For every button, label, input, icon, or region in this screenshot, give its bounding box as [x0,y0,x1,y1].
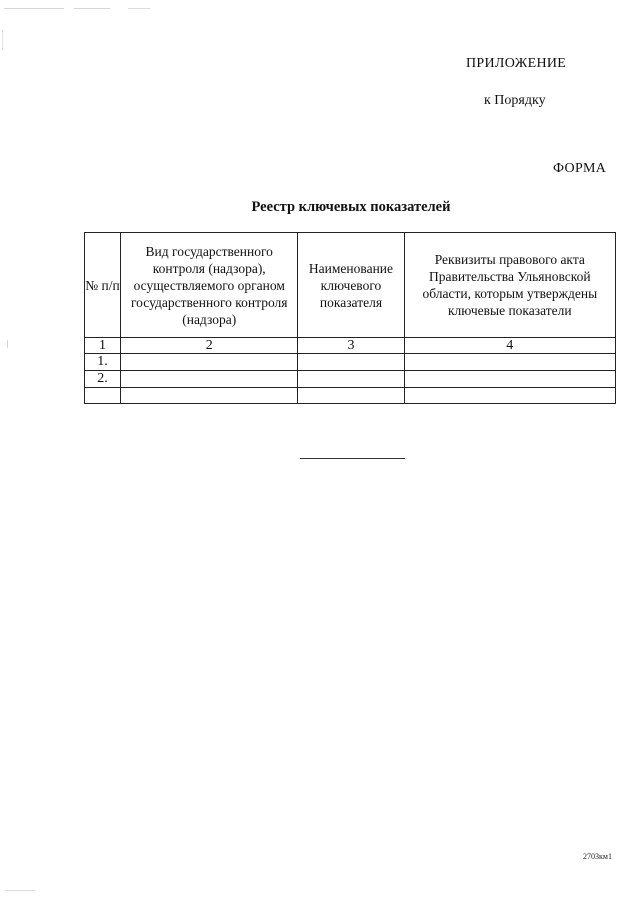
row-number: 2. [85,371,121,388]
header-control-type: Вид государственного контроля (надзора), осуществляемого органом государственного контроля (надзора) [121,233,298,338]
table-cell [298,371,404,388]
table-cell [121,388,298,404]
table-cell [298,354,404,371]
column-number-row [85,338,616,354]
table-row [85,371,616,388]
closing-divider [300,458,405,459]
appendix-reference: к Порядку [484,93,546,108]
column-number: 4 [404,338,615,354]
scan-artifact [128,8,150,9]
scan-artifact [7,340,8,348]
table-cell [85,388,121,404]
form-label: ФОРМА [553,161,607,176]
header-legal-act: Реквизиты правового акта Правительства Ульяновской области, которым утверждены ключевые показатели [404,233,615,338]
document-code: 2703км1 [583,852,612,861]
registry-table [84,232,616,404]
column-number: 3 [298,338,404,354]
header-indicator-name: Наименование ключевого показателя [298,233,404,338]
table-cell [404,371,615,388]
table-cell [121,354,298,371]
document-title: Реестр ключевых показателей [251,199,451,215]
column-number: 2 [121,338,298,354]
table-cell [121,371,298,388]
table-cell [404,388,615,404]
table-cell [404,354,615,371]
scan-artifact [74,8,110,9]
table-row [85,354,616,371]
scan-artifact [2,30,3,50]
header-number: № п/п [85,233,121,338]
table-row [85,388,616,404]
scan-artifact [5,890,35,891]
column-number: 1 [85,338,121,354]
scan-artifact [4,8,64,9]
table-header-row [85,233,616,338]
appendix-label: ПРИЛОЖЕНИЕ [466,56,567,71]
table-cell [298,388,404,404]
row-number: 1. [85,354,121,371]
